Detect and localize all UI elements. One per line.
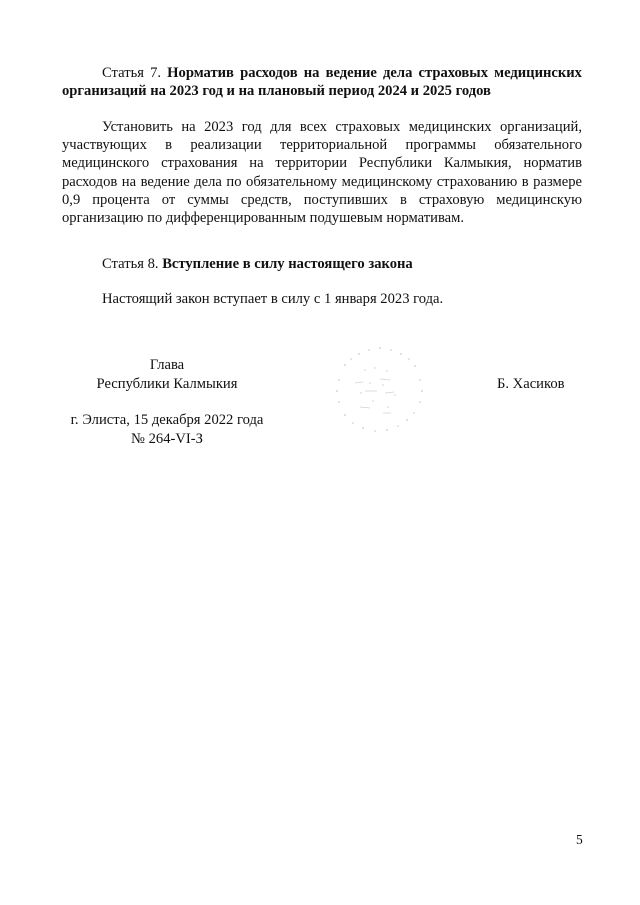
article-8-title: Вступление в силу настоящего закона (162, 256, 413, 272)
signatory-title-line1: Глава (149, 357, 185, 373)
signatory-name: Б. Хасиков (497, 376, 565, 392)
article-8-heading (62, 255, 582, 273)
article-7-body: Установить на 2023 год для всех страховых медицинских организаций, участвующих в реализации территориальной программы обязательного медицинского страхования на территории Республики Калмыкия, норматив расходов на ведение дела по обязательному медицинскому страхованию в размере 0,9 процента от суммы средств, поступивших в страховую медицинскую организацию по дифференцированным подушевым нормативам. (62, 119, 582, 227)
article-7-heading (62, 64, 582, 100)
seal-stamp (325, 335, 435, 445)
law-number: № 264-VI-З (131, 431, 203, 447)
page-number: 5 (576, 832, 583, 847)
article-8-body: Настоящий закон вступает в силу с 1 января 2023 года. (102, 291, 444, 307)
article-7-label: Статья 7. (102, 65, 162, 81)
article-8-label: Статья 8. (102, 256, 159, 272)
article-7-title: Норматив расходов на ведение дела страховых медицинских организаций на 2023 год и на плановый период 2024 и 2025 годов (62, 65, 582, 99)
place-and-date: г. Элиста, 15 декабря 2022 года (70, 412, 264, 428)
signatory-title-line2: Республики Калмыкия (96, 376, 238, 392)
